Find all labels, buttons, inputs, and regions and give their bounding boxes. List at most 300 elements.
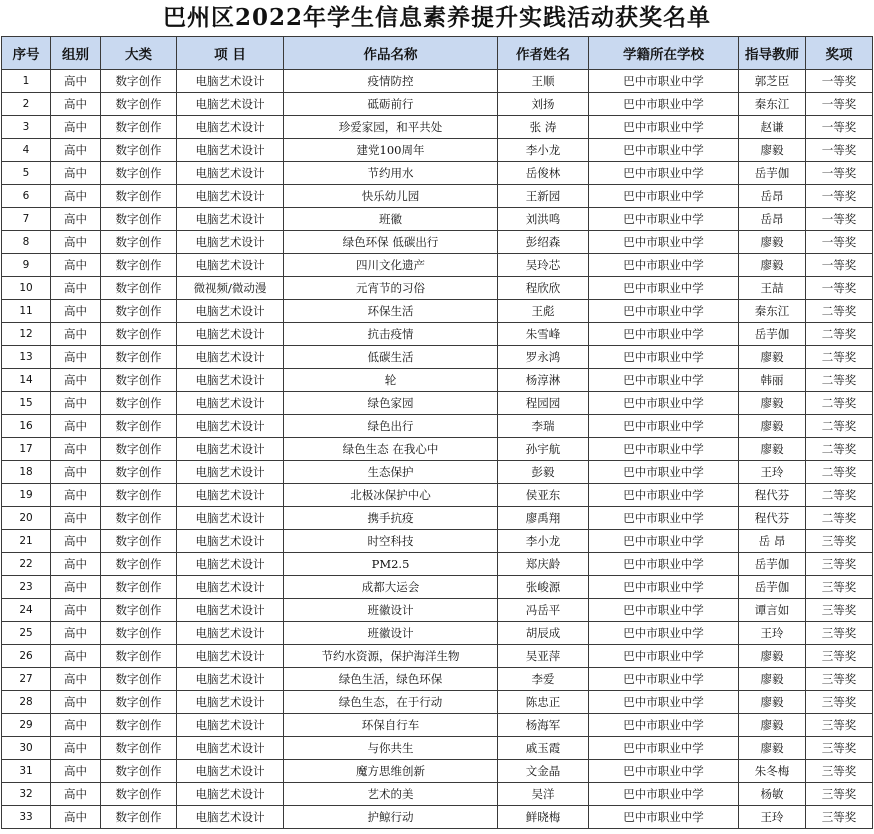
document-title: 巴州区2022年学生信息素养提升实践活动获奖名单: [162, 4, 711, 31]
table-row: [2, 162, 873, 185]
cell-advisor: 廖毅: [739, 415, 806, 438]
cell-project: 电脑艺术设计: [177, 622, 284, 645]
cell-award: 一等奖: [806, 93, 873, 116]
cell-school: 巴中市职业中学: [589, 116, 739, 139]
cell-school: 巴中市职业中学: [589, 645, 739, 668]
cell-group: 高中: [51, 484, 101, 507]
table-row: [2, 760, 873, 783]
cell-school: 巴中市职业中学: [589, 576, 739, 599]
cell-award: 二等奖: [806, 507, 873, 530]
cell-author: 胡辰成: [498, 622, 589, 645]
cell-index: 21: [2, 530, 51, 553]
cell-author: 岳俊林: [498, 162, 589, 185]
cell-school: 巴中市职业中学: [589, 714, 739, 737]
cell-school: 巴中市职业中学: [589, 300, 739, 323]
cell-author: 文金晶: [498, 760, 589, 783]
cell-work-title: 元宵节的习俗: [284, 277, 498, 300]
table-row: [2, 438, 873, 461]
cell-school: 巴中市职业中学: [589, 438, 739, 461]
cell-advisor: 韩丽: [739, 369, 806, 392]
cell-school: 巴中市职业中学: [589, 208, 739, 231]
cell-group: 高中: [51, 346, 101, 369]
cell-group: 高中: [51, 415, 101, 438]
table-row: [2, 300, 873, 323]
cell-advisor: 程代芬: [739, 507, 806, 530]
table-row: [2, 645, 873, 668]
cell-work-title: 时空科技: [284, 530, 498, 553]
cell-group: 高中: [51, 668, 101, 691]
cell-category: 数字创作: [101, 622, 177, 645]
cell-work-title: 抗击疫情: [284, 323, 498, 346]
cell-project: 电脑艺术设计: [177, 645, 284, 668]
cell-author: 戚玉霞: [498, 737, 589, 760]
cell-category: 数字创作: [101, 461, 177, 484]
cell-category: 数字创作: [101, 691, 177, 714]
header-project: 项 目: [177, 37, 284, 70]
cell-group: 高中: [51, 300, 101, 323]
cell-work-title: 班徽设计: [284, 622, 498, 645]
cell-category: 数字创作: [101, 162, 177, 185]
cell-index: 26: [2, 645, 51, 668]
cell-school: 巴中市职业中学: [589, 691, 739, 714]
cell-school: 巴中市职业中学: [589, 461, 739, 484]
cell-advisor: 谭言如: [739, 599, 806, 622]
cell-project: 电脑艺术设计: [177, 530, 284, 553]
cell-work-title: 护鲸行动: [284, 806, 498, 829]
header-work-title: 作品名称: [284, 37, 498, 70]
cell-award: 三等奖: [806, 806, 873, 829]
cell-group: 高中: [51, 783, 101, 806]
cell-index: 23: [2, 576, 51, 599]
cell-author: 吴亚萍: [498, 645, 589, 668]
cell-school: 巴中市职业中学: [589, 760, 739, 783]
cell-work-title: 绿色家园: [284, 392, 498, 415]
cell-advisor: 岳芋伽: [739, 323, 806, 346]
cell-category: 数字创作: [101, 231, 177, 254]
cell-project: 电脑艺术设计: [177, 691, 284, 714]
cell-school: 巴中市职业中学: [589, 806, 739, 829]
cell-award: 三等奖: [806, 622, 873, 645]
cell-project: 电脑艺术设计: [177, 346, 284, 369]
cell-award: 三等奖: [806, 530, 873, 553]
cell-work-title: 低碳生活: [284, 346, 498, 369]
cell-index: 4: [2, 139, 51, 162]
cell-award: 三等奖: [806, 714, 873, 737]
cell-school: 巴中市职业中学: [589, 369, 739, 392]
cell-advisor: 廖毅: [739, 139, 806, 162]
cell-category: 数字创作: [101, 645, 177, 668]
cell-author: 程园园: [498, 392, 589, 415]
cell-work-title: 砥砺前行: [284, 93, 498, 116]
cell-index: 18: [2, 461, 51, 484]
header-advisor: 指导教师: [739, 37, 806, 70]
cell-award: 二等奖: [806, 369, 873, 392]
table-row: [2, 392, 873, 415]
cell-award: 一等奖: [806, 116, 873, 139]
cell-index: 11: [2, 300, 51, 323]
cell-project: 电脑艺术设计: [177, 438, 284, 461]
cell-work-title: 节约水资源，保护海洋生物: [284, 645, 498, 668]
cell-category: 数字创作: [101, 93, 177, 116]
table-row: [2, 208, 873, 231]
cell-index: 22: [2, 553, 51, 576]
cell-award: 二等奖: [806, 461, 873, 484]
cell-advisor: 廖毅: [739, 691, 806, 714]
table-row: [2, 70, 873, 93]
cell-group: 高中: [51, 714, 101, 737]
cell-work-title: 建党100周年: [284, 139, 498, 162]
cell-category: 数字创作: [101, 668, 177, 691]
cell-school: 巴中市职业中学: [589, 139, 739, 162]
cell-project: 电脑艺术设计: [177, 70, 284, 93]
cell-author: 郑庆龄: [498, 553, 589, 576]
cell-project: 电脑艺术设计: [177, 323, 284, 346]
table-row: [2, 254, 873, 277]
cell-advisor: 岳 昂: [739, 530, 806, 553]
cell-award: 三等奖: [806, 645, 873, 668]
cell-category: 数字创作: [101, 70, 177, 93]
cell-group: 高中: [51, 139, 101, 162]
cell-author: 王彪: [498, 300, 589, 323]
cell-index: 25: [2, 622, 51, 645]
cell-index: 17: [2, 438, 51, 461]
cell-work-title: 北极冰保护中心: [284, 484, 498, 507]
cell-award: 三等奖: [806, 783, 873, 806]
cell-project: 电脑艺术设计: [177, 185, 284, 208]
cell-work-title: 绿色生态，在于行动: [284, 691, 498, 714]
cell-category: 数字创作: [101, 783, 177, 806]
cell-category: 数字创作: [101, 806, 177, 829]
cell-work-title: 班徽: [284, 208, 498, 231]
cell-category: 数字创作: [101, 277, 177, 300]
cell-author: 杨淳淋: [498, 369, 589, 392]
cell-category: 数字创作: [101, 760, 177, 783]
cell-group: 高中: [51, 70, 101, 93]
cell-project: 电脑艺术设计: [177, 116, 284, 139]
cell-author: 王新园: [498, 185, 589, 208]
table-row: [2, 231, 873, 254]
cell-category: 数字创作: [101, 714, 177, 737]
cell-advisor: 廖毅: [739, 438, 806, 461]
table-row: [2, 507, 873, 530]
cell-author: 李瑞: [498, 415, 589, 438]
cell-advisor: 廖毅: [739, 645, 806, 668]
cell-author: 朱雪峰: [498, 323, 589, 346]
cell-project: 电脑艺术设计: [177, 599, 284, 622]
cell-index: 24: [2, 599, 51, 622]
table-row: [2, 576, 873, 599]
cell-project: 电脑艺术设计: [177, 783, 284, 806]
cell-work-title: 疫情防控: [284, 70, 498, 93]
cell-index: 15: [2, 392, 51, 415]
cell-work-title: 绿色生态 在我心中: [284, 438, 498, 461]
cell-author: 罗永鸿: [498, 346, 589, 369]
table-row: [2, 185, 873, 208]
cell-index: 7: [2, 208, 51, 231]
cell-school: 巴中市职业中学: [589, 254, 739, 277]
cell-index: 31: [2, 760, 51, 783]
cell-work-title: 节约用水: [284, 162, 498, 185]
cell-project: 电脑艺术设计: [177, 93, 284, 116]
cell-category: 数字创作: [101, 507, 177, 530]
cell-school: 巴中市职业中学: [589, 553, 739, 576]
cell-work-title: 四川文化遗产: [284, 254, 498, 277]
table-row: [2, 461, 873, 484]
cell-author: 冯岳平: [498, 599, 589, 622]
table-row: [2, 369, 873, 392]
cell-project: 电脑艺术设计: [177, 254, 284, 277]
table-row: [2, 139, 873, 162]
cell-advisor: 岳芋伽: [739, 162, 806, 185]
cell-award: 一等奖: [806, 208, 873, 231]
cell-award: 一等奖: [806, 254, 873, 277]
cell-award: 二等奖: [806, 415, 873, 438]
table-row: [2, 783, 873, 806]
cell-work-title: 珍爱家园，和平共处: [284, 116, 498, 139]
cell-award: 二等奖: [806, 300, 873, 323]
cell-group: 高中: [51, 162, 101, 185]
cell-group: 高中: [51, 691, 101, 714]
cell-school: 巴中市职业中学: [589, 668, 739, 691]
cell-award: 二等奖: [806, 323, 873, 346]
cell-project: 电脑艺术设计: [177, 714, 284, 737]
cell-author: 侯亚东: [498, 484, 589, 507]
cell-work-title: PM2.5: [284, 553, 498, 576]
cell-group: 高中: [51, 231, 101, 254]
cell-project: 电脑艺术设计: [177, 760, 284, 783]
cell-work-title: 环保生活: [284, 300, 498, 323]
cell-category: 数字创作: [101, 208, 177, 231]
cell-advisor: 程代芬: [739, 484, 806, 507]
cell-award: 一等奖: [806, 277, 873, 300]
cell-award: 一等奖: [806, 185, 873, 208]
table-row: [2, 691, 873, 714]
table-header-row: [2, 37, 873, 70]
cell-author: 刘洪鸣: [498, 208, 589, 231]
table-row: [2, 806, 873, 829]
cell-category: 数字创作: [101, 553, 177, 576]
cell-advisor: 秦东江: [739, 93, 806, 116]
cell-project: 电脑艺术设计: [177, 369, 284, 392]
cell-advisor: 王喆: [739, 277, 806, 300]
cell-award: 三等奖: [806, 576, 873, 599]
cell-work-title: 班徽设计: [284, 599, 498, 622]
cell-school: 巴中市职业中学: [589, 93, 739, 116]
header-index: 序号: [2, 37, 51, 70]
cell-advisor: 廖毅: [739, 392, 806, 415]
cell-index: 1: [2, 70, 51, 93]
cell-group: 高中: [51, 576, 101, 599]
cell-advisor: 廖毅: [739, 714, 806, 737]
cell-author: 孙宇航: [498, 438, 589, 461]
table-row: [2, 93, 873, 116]
cell-advisor: 朱冬梅: [739, 760, 806, 783]
cell-award: 三等奖: [806, 691, 873, 714]
cell-award: 一等奖: [806, 139, 873, 162]
cell-group: 高中: [51, 645, 101, 668]
cell-category: 数字创作: [101, 323, 177, 346]
cell-author: 廖禹翔: [498, 507, 589, 530]
cell-index: 13: [2, 346, 51, 369]
cell-group: 高中: [51, 185, 101, 208]
cell-group: 高中: [51, 737, 101, 760]
header-author: 作者姓名: [498, 37, 589, 70]
cell-advisor: 岳昂: [739, 185, 806, 208]
cell-group: 高中: [51, 530, 101, 553]
cell-author: 刘扬: [498, 93, 589, 116]
cell-award: 二等奖: [806, 346, 873, 369]
cell-category: 数字创作: [101, 438, 177, 461]
cell-work-title: 携手抗疫: [284, 507, 498, 530]
cell-project: 电脑艺术设计: [177, 231, 284, 254]
cell-school: 巴中市职业中学: [589, 162, 739, 185]
cell-advisor: 岳昂: [739, 208, 806, 231]
cell-author: 程欣欣: [498, 277, 589, 300]
cell-work-title: 魔方思维创新: [284, 760, 498, 783]
cell-work-title: 成都大运会: [284, 576, 498, 599]
cell-group: 高中: [51, 277, 101, 300]
cell-group: 高中: [51, 323, 101, 346]
cell-award: 三等奖: [806, 553, 873, 576]
cell-index: 12: [2, 323, 51, 346]
table-row: [2, 737, 873, 760]
cell-school: 巴中市职业中学: [589, 530, 739, 553]
cell-category: 数字创作: [101, 576, 177, 599]
table-row: [2, 415, 873, 438]
cell-index: 30: [2, 737, 51, 760]
cell-group: 高中: [51, 507, 101, 530]
table-row: [2, 323, 873, 346]
cell-index: 20: [2, 507, 51, 530]
cell-project: 微视频/微动漫: [177, 277, 284, 300]
cell-group: 高中: [51, 116, 101, 139]
cell-group: 高中: [51, 93, 101, 116]
cell-category: 数字创作: [101, 415, 177, 438]
cell-author: 吴玲芯: [498, 254, 589, 277]
table-row: [2, 553, 873, 576]
header-group: 组别: [51, 37, 101, 70]
cell-group: 高中: [51, 599, 101, 622]
cell-index: 16: [2, 415, 51, 438]
cell-school: 巴中市职业中学: [589, 599, 739, 622]
cell-author: 杨海军: [498, 714, 589, 737]
cell-advisor: 王玲: [739, 622, 806, 645]
cell-advisor: 廖毅: [739, 346, 806, 369]
cell-advisor: 廖毅: [739, 737, 806, 760]
cell-school: 巴中市职业中学: [589, 346, 739, 369]
cell-category: 数字创作: [101, 346, 177, 369]
cell-advisor: 赵谦: [739, 116, 806, 139]
cell-category: 数字创作: [101, 254, 177, 277]
cell-category: 数字创作: [101, 484, 177, 507]
cell-school: 巴中市职业中学: [589, 323, 739, 346]
cell-author: 张 涛: [498, 116, 589, 139]
cell-work-title: 绿色生活，绿色环保: [284, 668, 498, 691]
cell-author: 吴洋: [498, 783, 589, 806]
cell-index: 2: [2, 93, 51, 116]
cell-advisor: 廖毅: [739, 668, 806, 691]
header-category: 大类: [101, 37, 177, 70]
cell-category: 数字创作: [101, 599, 177, 622]
cell-project: 电脑艺术设计: [177, 415, 284, 438]
cell-award: 一等奖: [806, 70, 873, 93]
cell-category: 数字创作: [101, 185, 177, 208]
cell-school: 巴中市职业中学: [589, 484, 739, 507]
cell-author: 李小龙: [498, 139, 589, 162]
cell-category: 数字创作: [101, 116, 177, 139]
cell-project: 电脑艺术设计: [177, 737, 284, 760]
cell-school: 巴中市职业中学: [589, 507, 739, 530]
cell-group: 高中: [51, 208, 101, 231]
header-school: 学籍所在学校: [589, 37, 739, 70]
table-row: [2, 277, 873, 300]
cell-work-title: 生态保护: [284, 461, 498, 484]
cell-work-title: 绿色出行: [284, 415, 498, 438]
cell-school: 巴中市职业中学: [589, 622, 739, 645]
cell-award: 三等奖: [806, 599, 873, 622]
cell-author: 彭毅: [498, 461, 589, 484]
cell-category: 数字创作: [101, 392, 177, 415]
cell-work-title: 轮: [284, 369, 498, 392]
cell-award: 一等奖: [806, 162, 873, 185]
cell-award: 二等奖: [806, 392, 873, 415]
cell-award: 二等奖: [806, 484, 873, 507]
cell-project: 电脑艺术设计: [177, 139, 284, 162]
cell-author: 陈忠正: [498, 691, 589, 714]
cell-index: 3: [2, 116, 51, 139]
table-row: [2, 714, 873, 737]
table-row: [2, 622, 873, 645]
header-award: 奖项: [806, 37, 873, 70]
cell-group: 高中: [51, 369, 101, 392]
table-body: [2, 70, 873, 829]
cell-award: 二等奖: [806, 438, 873, 461]
cell-author: 彭绍森: [498, 231, 589, 254]
table-row: [2, 346, 873, 369]
cell-project: 电脑艺术设计: [177, 208, 284, 231]
cell-award: 三等奖: [806, 737, 873, 760]
cell-index: 28: [2, 691, 51, 714]
cell-advisor: 岳芋伽: [739, 553, 806, 576]
cell-project: 电脑艺术设计: [177, 162, 284, 185]
cell-advisor: 王玲: [739, 806, 806, 829]
cell-index: 27: [2, 668, 51, 691]
cell-author: 张峻源: [498, 576, 589, 599]
cell-category: 数字创作: [101, 737, 177, 760]
cell-award: 三等奖: [806, 668, 873, 691]
cell-project: 电脑艺术设计: [177, 300, 284, 323]
cell-advisor: 杨敏: [739, 783, 806, 806]
cell-award: 一等奖: [806, 231, 873, 254]
cell-school: 巴中市职业中学: [589, 737, 739, 760]
table-row: [2, 668, 873, 691]
cell-work-title: 与你共生: [284, 737, 498, 760]
cell-school: 巴中市职业中学: [589, 231, 739, 254]
cell-project: 电脑艺术设计: [177, 553, 284, 576]
cell-school: 巴中市职业中学: [589, 392, 739, 415]
cell-group: 高中: [51, 438, 101, 461]
cell-category: 数字创作: [101, 300, 177, 323]
cell-work-title: 快乐幼儿园: [284, 185, 498, 208]
cell-category: 数字创作: [101, 369, 177, 392]
cell-index: 6: [2, 185, 51, 208]
cell-work-title: 艺术的美: [284, 783, 498, 806]
cell-project: 电脑艺术设计: [177, 461, 284, 484]
cell-project: 电脑艺术设计: [177, 806, 284, 829]
cell-school: 巴中市职业中学: [589, 70, 739, 93]
cell-author: 鲜晓梅: [498, 806, 589, 829]
cell-group: 高中: [51, 392, 101, 415]
